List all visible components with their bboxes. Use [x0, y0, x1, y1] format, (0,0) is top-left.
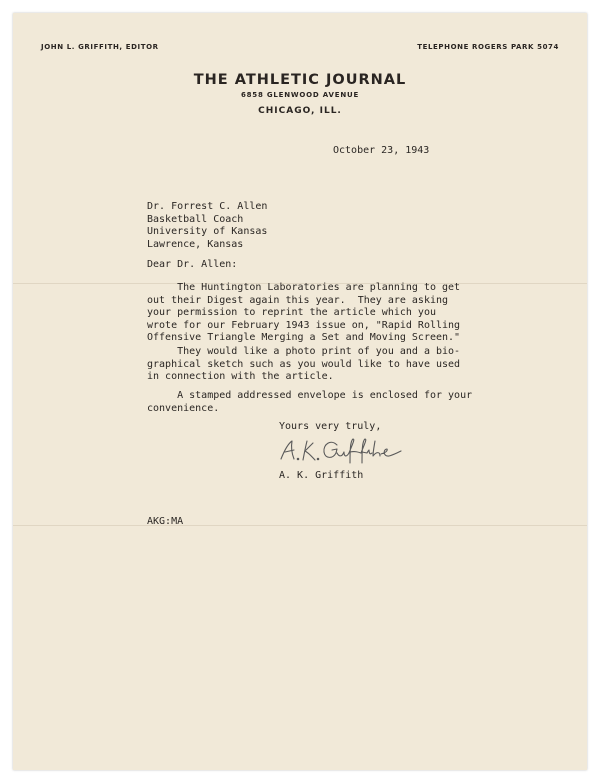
body-paragraph: A stamped addressed envelope is enclosed for your convenience. — [147, 390, 473, 414]
body-paragraph: The Huntington Laboratories are planning to get out their Digest again this year. They are asking your permission to reprint the article which you wrote for our February 1943 issue on, "Rapid Rolling Offensive Triangle Merging a Set and Moving Screen." — [147, 282, 461, 344]
body-paragraph: They would like a photo print of you and a bio- graphical sketch such as you would like to have used in connection with the article. — [147, 346, 461, 383]
salutation: Dear Dr. Allen: — [147, 259, 238, 270]
handwritten-signature — [277, 435, 412, 467]
letter-date: October 23, 1943 — [333, 145, 430, 156]
letterhead-title: THE ATHLETIC JOURNAL — [193, 72, 407, 88]
fold-line — [13, 525, 587, 526]
reference-initials: AKG:MA — [147, 516, 184, 527]
letterhead-telephone: TELEPHONE ROGERS PARK 5074 — [417, 43, 559, 51]
complimentary-closing: Yours very truly, — [279, 421, 382, 432]
signer-name: A. K. Griffith — [279, 470, 364, 481]
letterhead-city: CHICAGO, ILL. — [258, 106, 342, 116]
letterhead-address: 6858 GLENWOOD AVENUE — [240, 91, 360, 99]
inside-address: Dr. Forrest C. Allen Basketball Coach University of Kansas Lawrence, Kansas — [147, 201, 268, 250]
letterhead-editor: JOHN L. GRIFFITH, EDITOR — [41, 43, 159, 51]
signature-text: A. K. Griffith — [277, 465, 283, 466]
